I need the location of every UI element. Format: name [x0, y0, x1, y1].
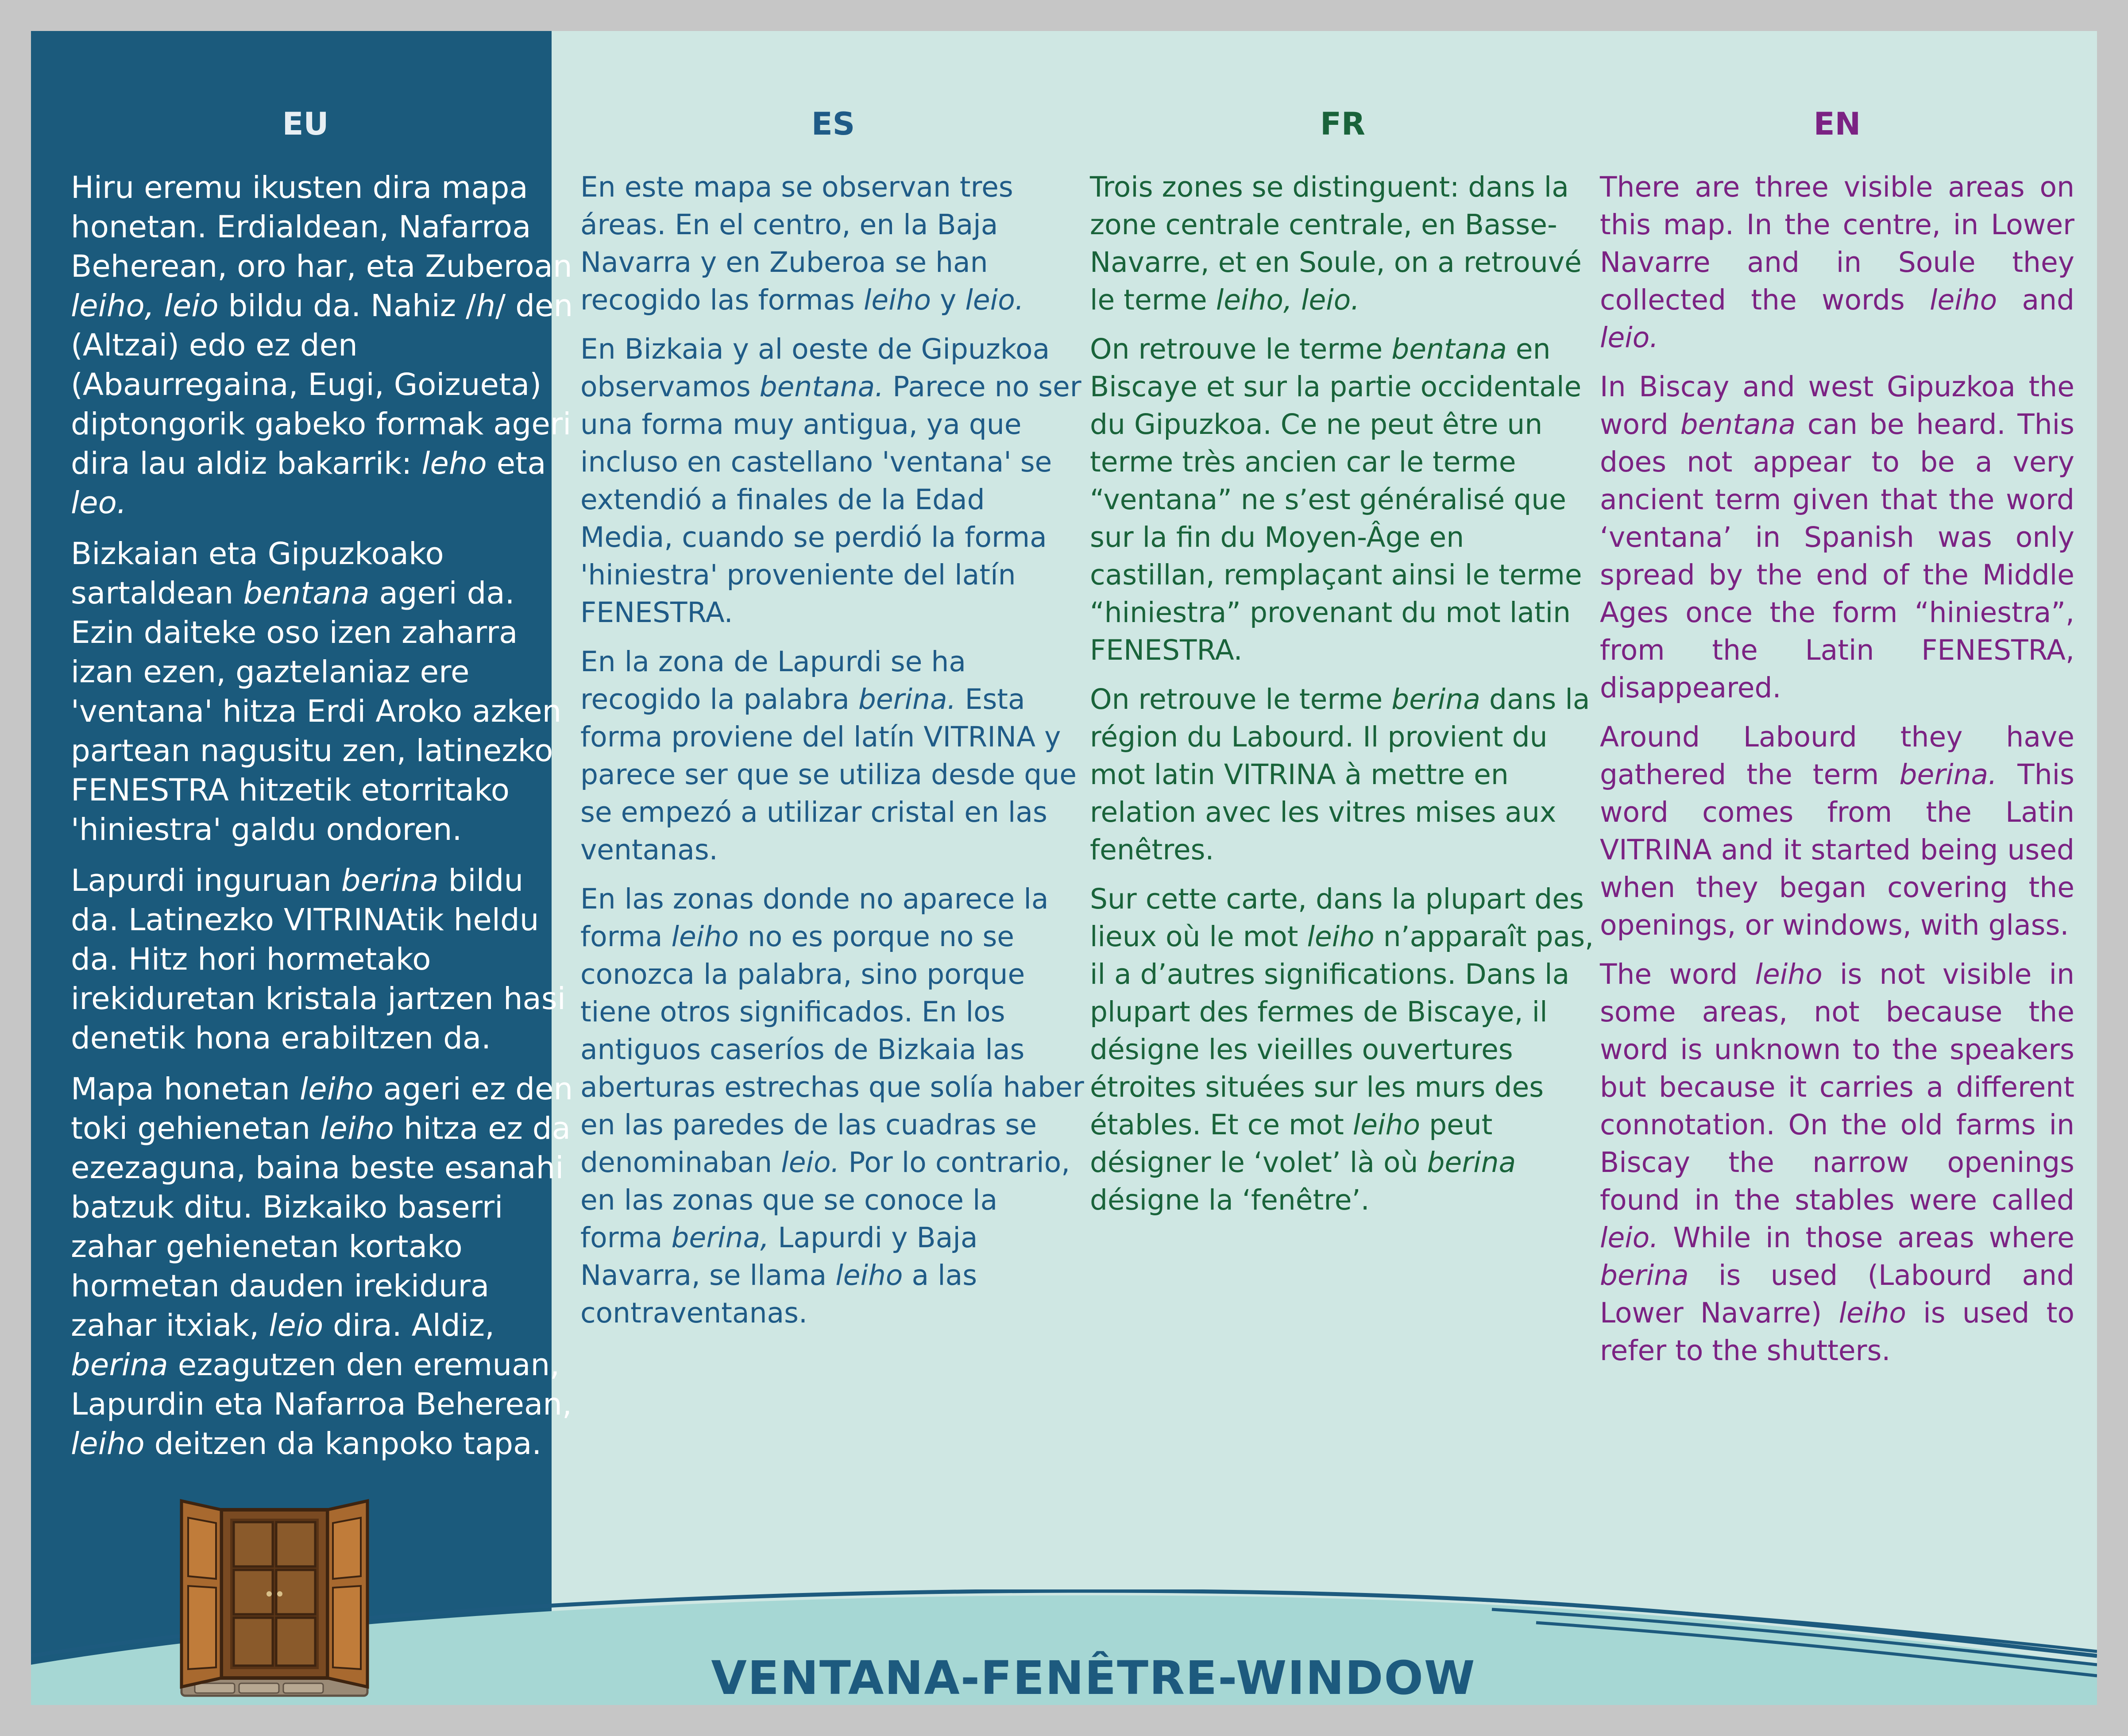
text-run: In Biscay and west Gipuzkoa the word — [1600, 371, 2074, 441]
italic-term: leiho — [1352, 1109, 1421, 1141]
italic-term: h — [476, 288, 496, 324]
text-run: Hiru eremu ikusten dira mapa honetan. Erdialdean, Nafarroa Beherean, oro har, eta Zuberoan — [71, 170, 572, 284]
italic-term: berina — [341, 863, 439, 898]
italic-term: berina. — [1899, 758, 1997, 791]
paragraph-en-1 — [1600, 168, 2074, 356]
italic-term: leiho, leio — [71, 288, 219, 324]
text-run: deitzen da kanpoko tapa. — [144, 1426, 542, 1461]
text-run: Lapurdi inguruan — [71, 863, 341, 898]
italic-term: leiho — [835, 1259, 903, 1291]
paragraph-es-3 — [580, 643, 1086, 869]
text-run: En este mapa se observan tres áreas. En el centro, en la Baja Navarra y en Zuberoa se han recogido las formas — [580, 171, 1013, 316]
italic-term: leio. — [1600, 321, 1659, 354]
text-run: On retrouve le terme — [1090, 333, 1392, 365]
italic-term: berina. — [858, 683, 956, 715]
italic-term: berina — [1600, 1259, 1689, 1291]
text-run: and — [1997, 284, 2074, 316]
paragraph-en-3 — [1600, 718, 2074, 944]
text-run: En las zonas donde no aparece la forma — [580, 883, 1049, 953]
paragraph-fr-1 — [1090, 168, 1595, 319]
italic-term: leiho — [863, 284, 931, 316]
text-run: en Biscaye et sur la partie occidentale du Gipuzkoa. Ce ne peut être un terme très ancien car le terme “ventana” ne s’est généralisé que sur la fin du Moyen-Âge en castillan, remplaçant ainsi le terme “hiniestra” provenant du mot latin FENESTRA. — [1090, 333, 1582, 666]
italic-term: leho — [421, 446, 487, 481]
column-body-es — [580, 168, 1086, 1343]
text-run: Trois zones se distinguent: dans la zone centrale centrale, en Basse-Navarre, et en Soule, on a retrouvé le terme — [1090, 171, 1582, 316]
italic-term: berina — [1391, 683, 1480, 715]
text-run: is not visible in some areas, not because the word is unknown to the speakers but because it carries a different connotation. On the old farms in Biscay the narrow openings found in the stables were called — [1600, 958, 2074, 1216]
italic-term: leiho — [320, 1111, 394, 1146]
text-run: Around Labourd they have gathered the term — [1600, 721, 2074, 791]
paragraph-es-2 — [580, 330, 1086, 631]
paragraph-eu-4 — [71, 1070, 575, 1464]
text-run: Esta forma proviene del latín VITRINA y parece ser que se utiliza desde que se empezó a utilizar cristal en las ventanas. — [580, 683, 1077, 866]
open-window-icon — [164, 1492, 385, 1705]
text-run: désigne la ‘fenêtre’. — [1090, 1184, 1370, 1216]
paragraph-eu-2 — [71, 534, 575, 850]
text-run: bildu da. Nahiz / — [218, 288, 476, 324]
text-run: ageri da. Ezin daiteke oso izen zaharra izan ezen, gaztelaniaz ere 'ventana' hitza Erdi Aroko azken partean nagusitu zen, latinezko FENESTRA hitzetik etorritako 'hiniestra' galdu ondoren. — [71, 576, 562, 847]
italic-term: bentana — [1391, 333, 1507, 365]
text-run: On retrouve le terme — [1090, 683, 1392, 715]
text-run: is used to refer to the shutters. — [1600, 1297, 2075, 1367]
italic-term: leiho, leio. — [1216, 284, 1360, 316]
column-heading-es: ES — [811, 106, 855, 142]
text-run: a las contraventanas. — [580, 1259, 977, 1329]
italic-term: leiho — [1929, 284, 1997, 316]
italic-term: leiho — [1838, 1297, 1906, 1329]
italic-term: leiho — [299, 1071, 374, 1107]
text-run: dira. Aldiz, — [323, 1308, 495, 1343]
paragraph-en-2 — [1600, 368, 2074, 707]
column-body-en — [1600, 168, 2074, 1381]
text-run: Mapa honetan — [71, 1071, 300, 1107]
italic-term: berina, — [671, 1222, 769, 1254]
italic-term: leio. — [1600, 1222, 1659, 1254]
text-run: y — [931, 284, 966, 316]
paragraph-eu-3 — [71, 861, 575, 1058]
italic-term: leio. — [965, 284, 1024, 316]
paragraph-fr-4 — [1090, 880, 1595, 1219]
text-run: no es porque no se conozca la palabra, sino porque tiene otros significados. En los antiguos caseríos de Bizkaia las aberturas estrechas que solía haber en las paredes de las cuadras se denominaban — [580, 920, 1084, 1179]
text-run: Bizkaian eta Gipuzkoako sartaldean — [71, 536, 444, 611]
text-run: While in those areas where — [1658, 1222, 2074, 1254]
italic-term: leio — [269, 1308, 324, 1343]
text-run: ageri ez den toki gehienetan — [71, 1071, 573, 1146]
italic-term: berina — [71, 1347, 168, 1383]
italic-term: leiho — [1755, 958, 1823, 990]
text-run: can be heard. This does not appear to be a very ancient term given that the word ‘ventana’ in Spanish was only spread by the end of the Middle Ages once the form “hiniestra”, from the Latin FENESTRA, disappeared. — [1600, 408, 2074, 704]
text-run: Sur cette carte, dans la plupart des lieux où le mot — [1090, 883, 1584, 953]
text-run: hitza ez da ezezaguna, baina beste esanahi batzuk ditu. Bizkaiko baserri zahar gehienetan kortako hormetan dauden irekidura zahar itxiak, — [71, 1111, 571, 1343]
text-run: The word — [1600, 958, 1755, 990]
text-run: / den (Altzai) edo ez den (Abaurregaina, Eugi, Goizueta) diptongorik gabeko formak ageri dira lau aldiz bakarrik: — [71, 288, 573, 481]
italic-term: leo. — [71, 485, 127, 521]
paragraph-eu-1 — [71, 168, 575, 523]
column-heading-eu: EU — [282, 106, 329, 142]
column-heading-en: EN — [1813, 106, 1861, 142]
italic-term: leiho — [1307, 920, 1375, 953]
text-run: Lapurdi y Baja Navarra, se llama — [580, 1222, 978, 1291]
text-run: is used (Labourd and Lower Navarre) — [1600, 1259, 2074, 1329]
text-run: eta — [487, 446, 546, 481]
paragraph-es-4 — [580, 880, 1086, 1332]
italic-term: leiho — [671, 920, 739, 953]
paragraph-fr-2 — [1090, 330, 1595, 669]
text-run: bildu da. Latinezko VITRINAtik heldu da. Hitz hori hormetako irekiduretan kristala jartzen hasi denetik hona erabiltzen da. — [71, 863, 566, 1056]
footer-title: VENTANA-FENÊTRE-WINDOW — [711, 1651, 1476, 1705]
italic-term: bentana. — [759, 371, 884, 403]
italic-term: bentana — [1680, 408, 1796, 441]
column-body-fr — [1090, 168, 1595, 1230]
text-run: There are three visible areas on this map. In the centre, in Lower Navarre and in Soule they collected the words — [1600, 171, 2074, 316]
paragraph-en-4 — [1600, 955, 2074, 1369]
text-run: Parece no ser una forma muy antigua, ya que incluso en castellano 'ventana' se extendió a finales de la Edad Media, cuando se perdió la forma 'hiniestra' proveniente del latín FENESTRA. — [580, 371, 1081, 629]
italic-term: leiho — [71, 1426, 145, 1461]
italic-term: bentana — [243, 576, 370, 611]
italic-term: leio. — [781, 1146, 840, 1179]
paragraph-fr-3 — [1090, 680, 1595, 869]
column-heading-fr: FR — [1320, 106, 1365, 142]
text-run: ezagutzen den eremuan, Lapurdin eta Nafarroa Beherean, — [71, 1347, 572, 1422]
text-run: En la zona de Lapurdi se ha recogido la palabra — [580, 646, 966, 715]
text-run: dans la région du Labourd. Il provient du mot latin VITRINA à mettre en relation avec les vitres mises aux fenêtres. — [1090, 683, 1590, 866]
document-page — [31, 31, 2097, 1705]
text-run: Por lo contrario, en las zonas que se conoce la forma — [580, 1146, 1070, 1254]
text-run: En Bizkaia y al oeste de Gipuzkoa observamos — [580, 333, 1050, 403]
column-body-eu — [71, 168, 575, 1475]
text-run: n’apparaît pas, il a d’autres significations. Dans la plupart des fermes de Biscaye, il désigne les vieilles ouvertures étroites situées sur les murs des étables. Et ce mot — [1090, 920, 1594, 1141]
text-run: peut désigner le ‘volet’ là où — [1090, 1109, 1493, 1179]
italic-term: berina — [1427, 1146, 1516, 1179]
paragraph-es-1 — [580, 168, 1086, 319]
text-run: This word comes from the Latin VITRINA and it started being used when they began covering the openings, or windows, with glass. — [1600, 758, 2074, 941]
